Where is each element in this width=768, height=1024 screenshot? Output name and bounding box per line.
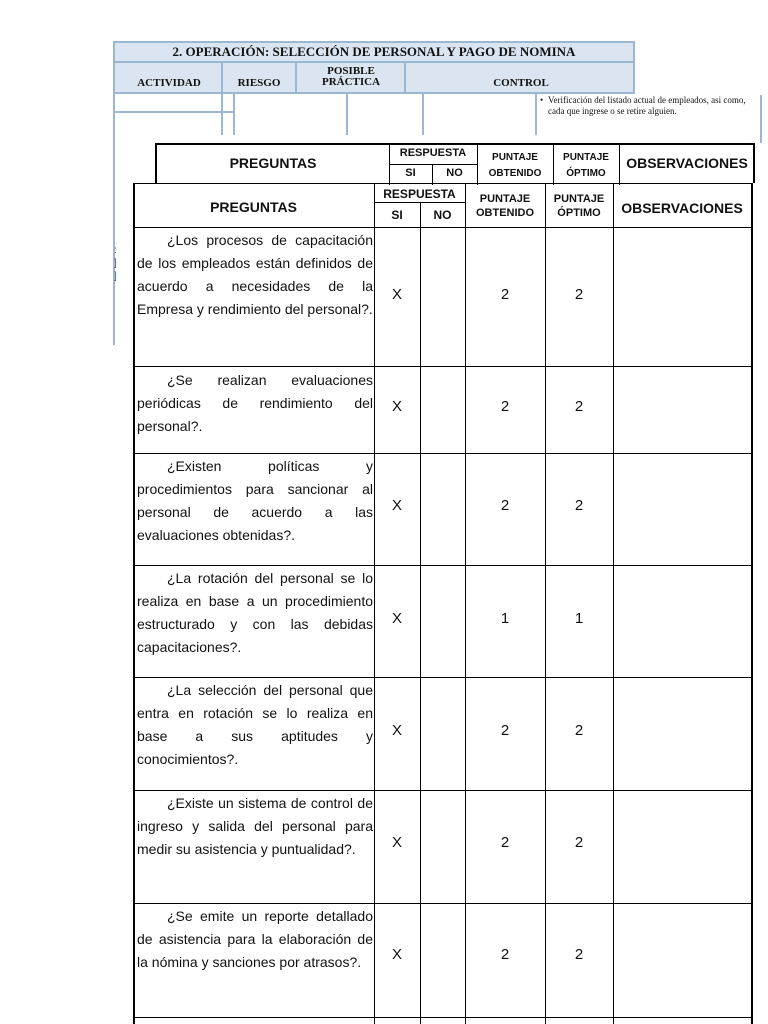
- row-divider: [133, 453, 753, 454]
- score-optimal: 2: [574, 497, 584, 514]
- section-title: 2. OPERACIÓN: SELECCIÓN DE PERSONAL Y PAGO DE NOMINA: [113, 41, 635, 63]
- answer-si: X: [391, 722, 402, 739]
- score-obtained: 2: [500, 497, 510, 514]
- row-divider: [374, 202, 465, 203]
- column-divider: [374, 183, 375, 1024]
- question-text: ¿Se realizan evaluaciones periódicas de rendimiento del personal?.: [137, 372, 373, 434]
- partial-col-preguntas: PREGUNTAS: [229, 155, 317, 171]
- table-border: [133, 183, 753, 184]
- question-text: ¿Existe un sistema de control de ingreso y salida del personal para medir su asistencia y puntualidad?.: [137, 795, 373, 857]
- score-obtained: 2: [500, 946, 510, 963]
- column-divider: [420, 202, 421, 1024]
- row-divider: [133, 366, 753, 367]
- border-fragment: [233, 93, 235, 135]
- column-divider: [613, 183, 614, 1024]
- score-optimal: 2: [574, 286, 584, 303]
- partial-col-optimo: PUNTAJE ÓPTIMO: [563, 152, 609, 179]
- column-divider: [465, 183, 466, 1024]
- partial-col-respuesta: RESPUESTA: [399, 147, 467, 159]
- row-divider: [133, 565, 753, 566]
- row-divider: [133, 677, 753, 678]
- row-divider: [389, 164, 477, 165]
- border-fragment: [113, 111, 233, 113]
- col-riesgo: RIESGO: [237, 77, 281, 89]
- row-divider: [133, 227, 753, 228]
- col-si: SI: [391, 208, 403, 222]
- column-divider: [221, 63, 223, 94]
- border-fragment: [535, 93, 537, 135]
- row-divider: [133, 790, 753, 791]
- border-fragment: [221, 93, 223, 135]
- answer-si: X: [391, 834, 402, 851]
- operation-header-table: [113, 41, 635, 93]
- answer-si: X: [391, 497, 402, 514]
- score-obtained: 2: [500, 286, 510, 303]
- score-obtained: 2: [500, 834, 510, 851]
- score-optimal: 2: [574, 398, 584, 415]
- table-border: [751, 183, 753, 1024]
- question-text: ¿Se emite un reporte detallado de asistencia para la elaboración de la nómina y sanciones por atrasos?.: [137, 908, 373, 970]
- score-obtained: 2: [500, 722, 510, 739]
- score-obtained: 1: [500, 610, 510, 627]
- border-fragment: [760, 95, 762, 143]
- col-no: NO: [433, 208, 452, 222]
- question-text: ¿La selección del personal que entra en rotación se lo realiza en base a sus aptitudes y conocimientos?.: [137, 682, 373, 767]
- column-divider: [295, 63, 297, 94]
- row-divider: [133, 903, 753, 904]
- score-optimal: 2: [574, 834, 584, 851]
- question-text: ¿Existen políticas y procedimientos para sancionar al personal de acuerdo a las evaluaciones obtenidas?.: [137, 458, 373, 543]
- col-posible-practica: POSIBLE PRÁCTICA: [321, 65, 381, 88]
- score-optimal: 1: [574, 610, 584, 627]
- table-border: [133, 183, 135, 1024]
- operation-columns-row: [113, 61, 635, 94]
- row-divider: [133, 1017, 753, 1018]
- col-puntaje-obtenido: PUNTAJE OBTENIDO: [475, 193, 535, 219]
- border-fragment: [346, 93, 348, 135]
- col-puntaje-optimo: PUNTAJE ÓPTIMO: [553, 193, 605, 219]
- column-divider: [545, 183, 546, 1024]
- col-observaciones: OBSERVACIONES: [621, 200, 743, 216]
- questionnaire-table: [133, 183, 753, 1024]
- border-fragment: [422, 93, 424, 135]
- score-optimal: 2: [574, 946, 584, 963]
- partial-table-header: [155, 143, 755, 183]
- answer-si: X: [391, 946, 402, 963]
- score-optimal: 2: [574, 722, 584, 739]
- partial-col-obtenido: PUNTAJE OBTENIDO: [488, 152, 542, 179]
- answer-si: X: [391, 286, 402, 303]
- col-control: CONTROL: [493, 77, 549, 89]
- question-text: ¿La rotación del personal se lo realiza en base a un procedimiento estructurado y con las debidas capacitaciones?.: [137, 570, 373, 655]
- score-obtained: 2: [500, 398, 510, 415]
- question-text: ¿Los procesos de capacitación de los empleados están definidos de acuerdo a necesidades de la Empresa y rendimiento del personal?.: [137, 232, 373, 317]
- col-actividad: ACTIVIDAD: [137, 77, 201, 89]
- column-divider: [404, 63, 406, 94]
- partial-col-no: NO: [446, 167, 463, 179]
- col-respuesta: RESPUESTA: [383, 187, 456, 201]
- col-preguntas: PREGUNTAS: [210, 199, 297, 215]
- answer-si: X: [391, 398, 402, 415]
- answer-si: X: [391, 610, 402, 627]
- partial-col-si: SI: [405, 167, 416, 179]
- margin-marks: : ] ]: [114, 245, 117, 282]
- control-note: • Verificación del listado actual de empleados, asi como, cada que ingrese o se retire alguien.: [540, 95, 755, 117]
- border-fragment: [113, 93, 115, 345]
- partial-col-observaciones: OBSERVACIONES: [626, 155, 748, 171]
